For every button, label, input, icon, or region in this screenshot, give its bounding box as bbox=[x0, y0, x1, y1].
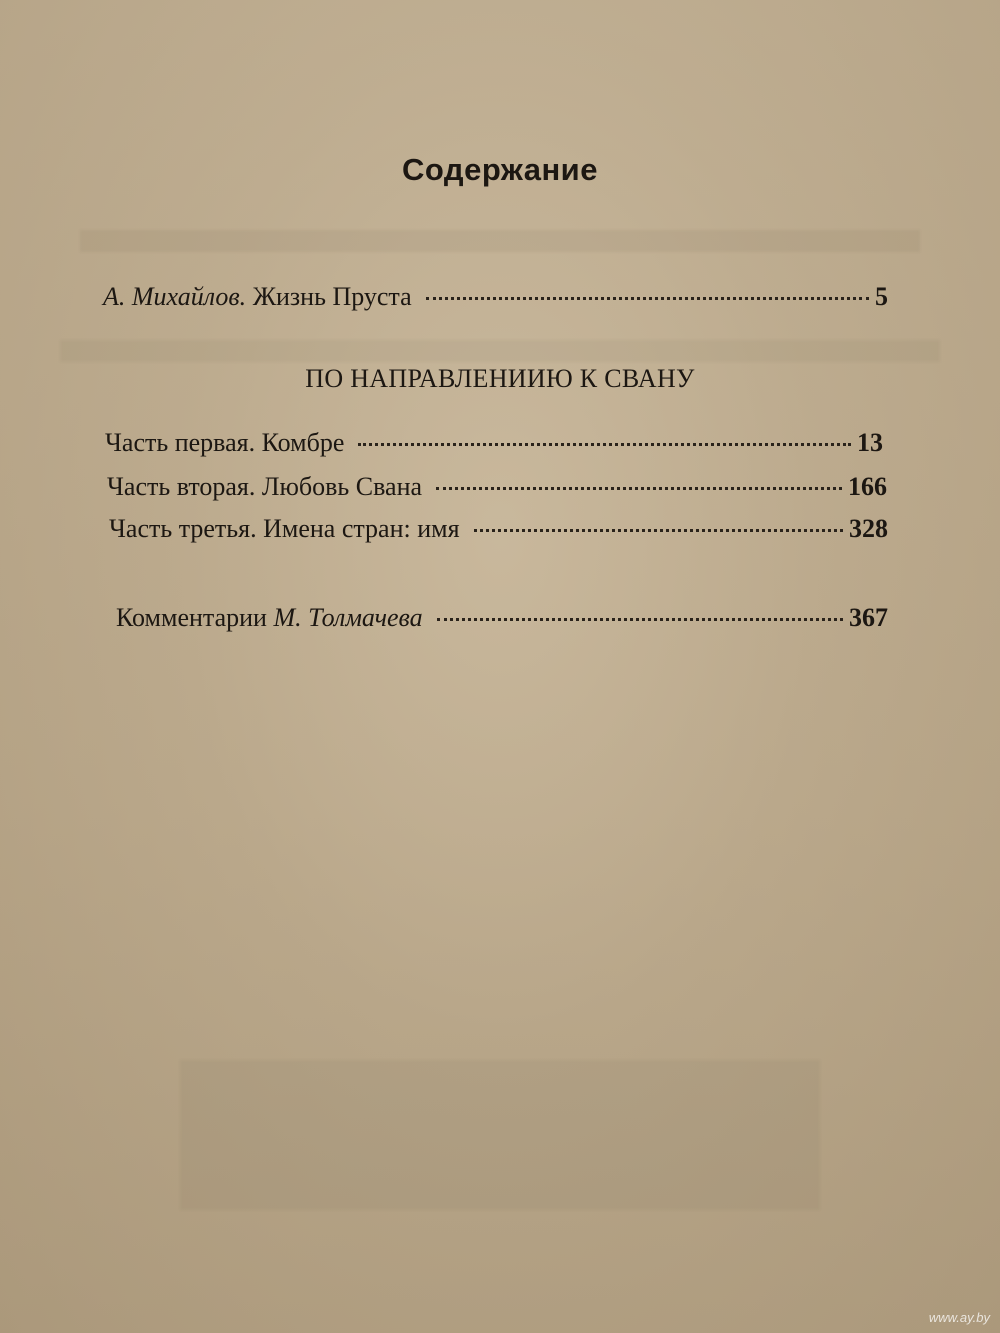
toc-entry-part-1 bbox=[105, 428, 883, 458]
toc-page-number: 166 bbox=[848, 472, 887, 501]
toc-entry-author: М. Толмачева bbox=[273, 603, 423, 632]
toc-page-number: 5 bbox=[875, 282, 888, 311]
toc-entry-intro bbox=[103, 282, 888, 312]
toc-entry-commentary bbox=[116, 603, 888, 633]
bleed-through-shadow bbox=[180, 1060, 820, 1210]
toc-entry-part-2 bbox=[107, 472, 887, 502]
toc-entry-label bbox=[116, 603, 423, 633]
leader-dots bbox=[426, 297, 869, 300]
toc-entry-part-3 bbox=[109, 514, 888, 544]
leader-dots bbox=[474, 529, 843, 532]
site-watermark: www.ay.by bbox=[928, 1310, 990, 1325]
toc-page-number: 13 bbox=[857, 428, 883, 457]
toc-entry-author: А. Михайлов. bbox=[103, 282, 247, 311]
leader-dots bbox=[358, 443, 851, 446]
bleed-through-shadow bbox=[60, 340, 940, 362]
toc-entry-label: Часть третья. Имена стран: имя bbox=[109, 514, 460, 543]
toc-entry-label: Часть первая. Комбре bbox=[105, 428, 345, 457]
toc-page-number: 367 bbox=[849, 603, 888, 632]
toc-entry-title: Жизнь Пруста bbox=[246, 282, 412, 311]
leader-dots bbox=[436, 487, 842, 490]
toc-page-number: 328 bbox=[849, 514, 888, 543]
bleed-through-shadow bbox=[80, 230, 920, 252]
section-heading: ПО НАПРАВЛЕНИИЮ К СВАНУ bbox=[305, 364, 695, 393]
toc-title: Содержание bbox=[402, 152, 598, 187]
toc-entry-label bbox=[103, 282, 412, 312]
toc-entry-title: Комментарии bbox=[116, 603, 274, 632]
toc-entry-label: Часть вторая. Любовь Свана bbox=[107, 472, 423, 501]
leader-dots bbox=[437, 618, 843, 621]
